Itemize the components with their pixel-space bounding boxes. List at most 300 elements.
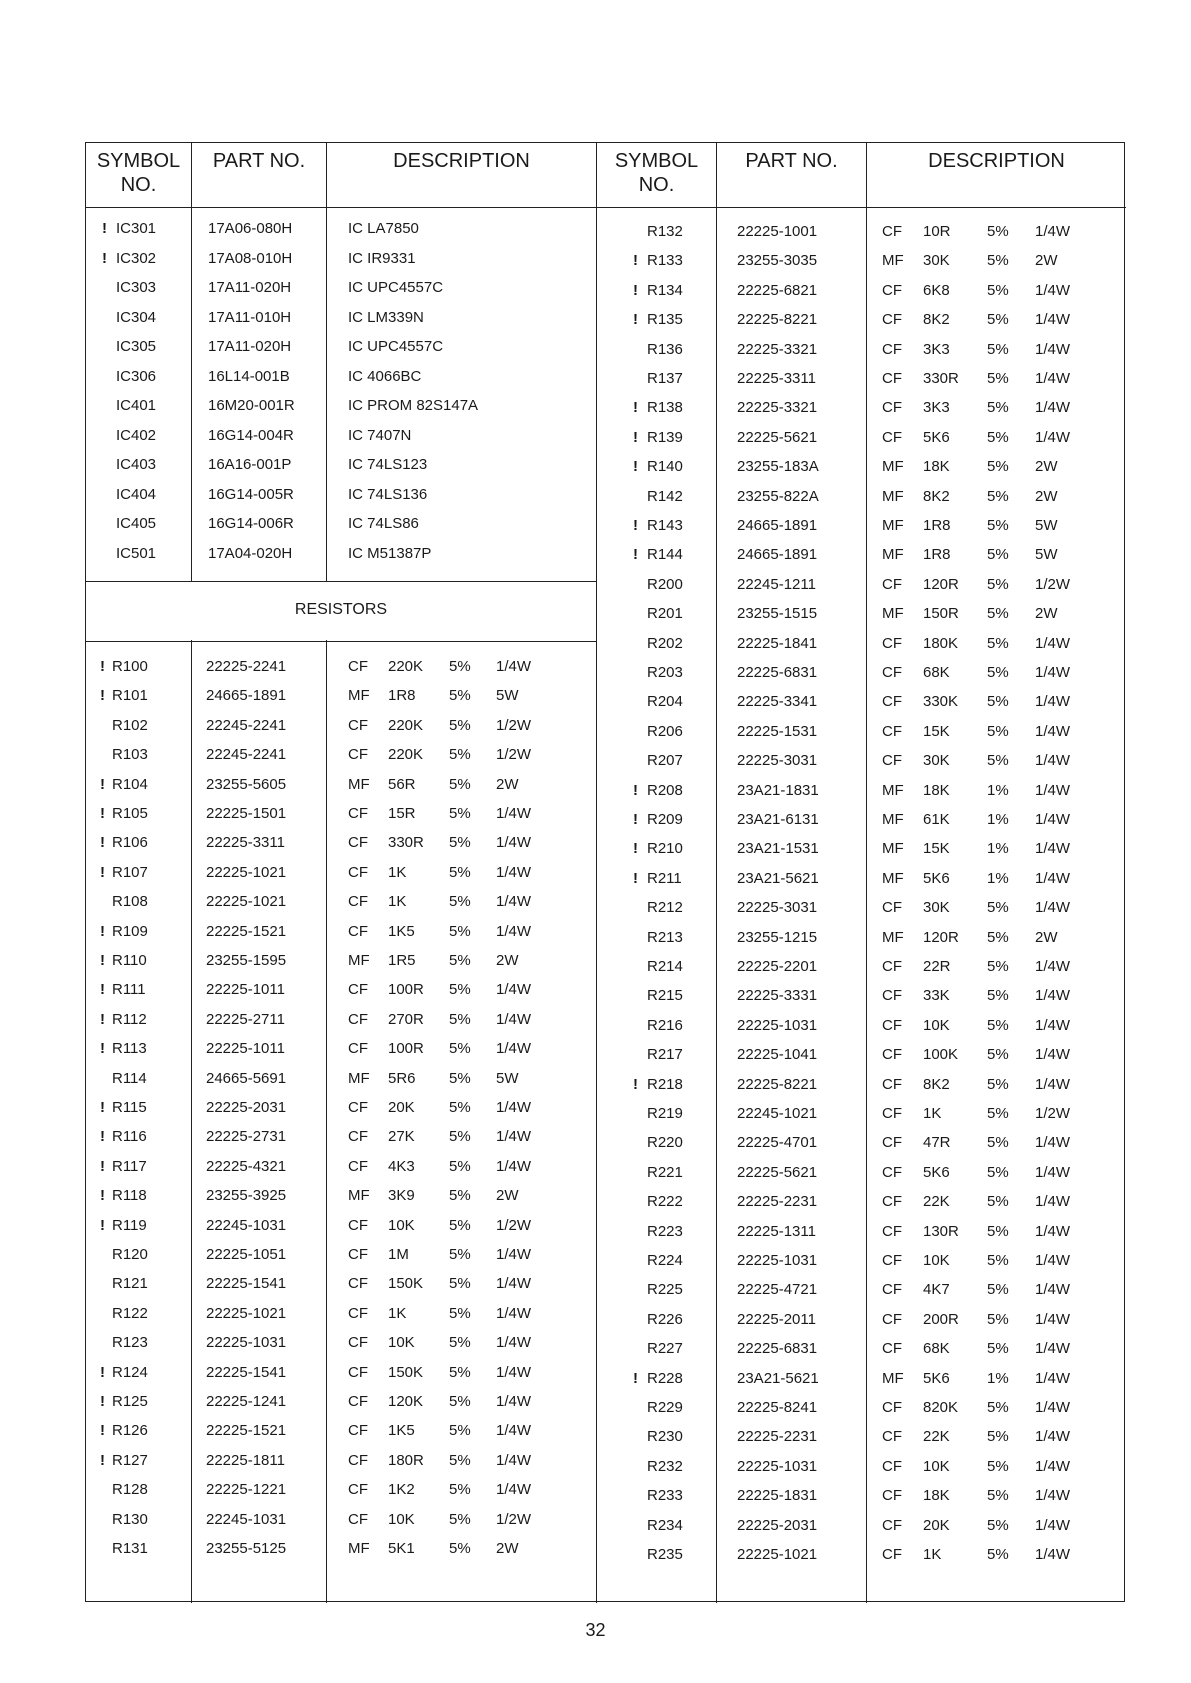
part-number-cell: 23255-822A [737, 487, 819, 505]
table-row [597, 483, 1126, 510]
wattage-cell: 1/4W [1035, 811, 1071, 828]
value-cell: 1M [388, 1246, 409, 1263]
section-label-resistors: RESISTORS [294, 601, 388, 618]
wattage-cell: 1/4W [496, 658, 532, 675]
type-cell: MF [348, 1069, 370, 1087]
part-number-cell: 22225-1031 [737, 1252, 818, 1269]
type-cell: MF [882, 487, 904, 505]
part-number-cell: 22225-1521 [206, 922, 287, 940]
tolerance-cell: 5% [987, 1075, 1009, 1093]
symbol-cell: R123 [112, 1334, 148, 1352]
tolerance-cell: 5% [987, 605, 1009, 623]
section-rule [86, 641, 596, 642]
tolerance-cell: 5% [987, 752, 1009, 770]
table-row [597, 718, 1126, 745]
part-number-cell: 22225-2231 [737, 1428, 818, 1446]
part-number-cell: 16L14-001B [208, 367, 290, 385]
type-cell: CF [882, 752, 902, 770]
type-cell: MF [348, 1540, 370, 1557]
tolerance-cell: 5% [987, 1105, 1009, 1122]
type-cell: CF [348, 1157, 368, 1175]
safety-mark: ! [100, 1363, 105, 1381]
table-row [597, 835, 1126, 862]
table-row [597, 1012, 1126, 1039]
tolerance-cell: 5% [449, 1157, 471, 1175]
symbol-cell: R208 [647, 781, 683, 799]
wattage-cell: 1/4W [1035, 1369, 1071, 1387]
symbol-cell: R143 [647, 517, 683, 534]
type-cell: CF [348, 1216, 368, 1234]
value-cell: 1K2 [388, 1481, 415, 1499]
value-cell: 68K [923, 664, 950, 681]
type-cell: CF [348, 1099, 368, 1116]
part-number-cell: 22225-1521 [206, 1422, 287, 1440]
part-number-cell: 22225-3311 [206, 834, 285, 852]
type-cell: CF [348, 1363, 368, 1381]
part-number-cell: 22225-1031 [206, 1334, 287, 1352]
part-number-cell: 22225-2031 [206, 1099, 287, 1116]
part-number-cell: 22225-2731 [206, 1128, 287, 1146]
value-cell: 5K6 [923, 1369, 950, 1387]
tolerance-cell: 5% [987, 1546, 1009, 1563]
table-row [86, 1153, 596, 1180]
value-cell: 1K5 [388, 922, 415, 940]
safety-mark: ! [100, 687, 105, 705]
header-symbol-text: SYMBOL [614, 150, 699, 172]
table-row [86, 304, 596, 331]
value-cell: 120R [923, 575, 959, 593]
table-row [86, 1329, 596, 1356]
symbol-cell: R114 [112, 1069, 147, 1087]
part-number-cell: 23255-3925 [206, 1187, 287, 1205]
safety-mark: ! [633, 869, 638, 887]
safety-mark: ! [633, 281, 638, 299]
wattage-cell: 2W [496, 952, 519, 969]
type-cell: CF [882, 399, 902, 417]
type-cell: CF [882, 223, 902, 240]
table-row [597, 394, 1126, 421]
value-cell: 4K3 [388, 1157, 415, 1175]
symbol-cell: IC403 [116, 456, 157, 473]
wattage-cell: 1/4W [1035, 634, 1071, 652]
table-row [86, 947, 596, 974]
type-cell: CF [348, 1128, 368, 1146]
value-cell: 15R [388, 805, 416, 822]
safety-mark: ! [633, 311, 638, 329]
wattage-cell: 1/2W [496, 1216, 532, 1234]
symbol-cell: R109 [112, 922, 148, 940]
description-cell: IC PROM 82S147A [348, 397, 479, 414]
wattage-cell: 1/4W [1035, 370, 1071, 387]
part-number-cell: 22225-1051 [206, 1246, 287, 1263]
symbol-cell: R235 [647, 1546, 683, 1563]
table-row [86, 510, 596, 537]
value-cell: 130R [923, 1222, 959, 1240]
symbol-cell: R106 [112, 834, 148, 852]
safety-mark: ! [100, 1157, 105, 1175]
part-number-cell: 22225-1811 [206, 1451, 285, 1469]
safety-mark: ! [100, 1187, 105, 1205]
tolerance-cell: 5% [987, 546, 1009, 564]
wattage-cell: 1/4W [496, 1422, 532, 1440]
tolerance-cell: 5% [987, 517, 1009, 534]
type-cell: CF [882, 1340, 902, 1358]
tolerance-cell: 5% [987, 722, 1009, 740]
tolerance-cell: 5% [449, 775, 471, 793]
part-number-cell: 22225-3341 [737, 693, 818, 711]
symbol-cell: R137 [647, 370, 683, 387]
value-cell: 1K5 [388, 1422, 415, 1440]
value-cell: 220K [388, 658, 424, 675]
tolerance-cell: 5% [449, 1334, 471, 1352]
symbol-cell: R207 [647, 752, 683, 770]
table-row [597, 1071, 1126, 1098]
part-number-cell: 22225-3331 [737, 987, 818, 1005]
type-cell: CF [882, 1193, 902, 1211]
part-number-cell: 22225-1041 [737, 1046, 818, 1064]
part-number-cell: 22225-1021 [206, 863, 287, 881]
value-cell: 10K [923, 1016, 950, 1034]
tolerance-cell: 5% [987, 1487, 1009, 1505]
table-row [86, 1212, 596, 1239]
symbol-cell: R125 [112, 1393, 148, 1410]
symbol-cell: R133 [647, 252, 683, 270]
symbol-cell: R136 [647, 340, 683, 358]
symbol-cell: R224 [647, 1252, 683, 1269]
symbol-cell: R132 [647, 223, 683, 240]
type-cell: CF [882, 1046, 902, 1064]
wattage-cell: 2W [496, 1540, 519, 1557]
wattage-cell: 1/2W [1035, 1105, 1071, 1122]
symbol-cell: R126 [112, 1422, 148, 1440]
type-cell: CF [348, 1040, 368, 1058]
tolerance-cell: 5% [987, 634, 1009, 652]
symbol-cell: R220 [647, 1134, 683, 1152]
table-row [597, 659, 1126, 686]
symbol-cell: R116 [112, 1128, 147, 1146]
symbol-cell: R228 [647, 1369, 683, 1387]
tolerance-cell: 5% [987, 370, 1009, 387]
type-cell: CF [348, 863, 368, 881]
symbol-cell: R216 [647, 1016, 683, 1034]
safety-mark: ! [100, 834, 105, 852]
tolerance-cell: 5% [987, 1399, 1009, 1416]
type-cell: CF [348, 1304, 368, 1322]
part-number-cell: 16A16-001P [208, 456, 292, 473]
wattage-cell: 5W [1035, 546, 1058, 564]
value-cell: 100K [923, 1046, 959, 1064]
part-number-cell: 22225-1001 [737, 223, 818, 240]
part-number-cell: 22225-3311 [737, 370, 816, 387]
type-cell: MF [882, 840, 904, 858]
wattage-cell: 1/2W [496, 1510, 532, 1528]
symbol-cell: IC404 [116, 485, 157, 503]
value-cell: 1K [388, 893, 407, 911]
table-row [86, 1094, 596, 1121]
table-row [597, 894, 1126, 921]
type-cell: CF [348, 746, 368, 764]
part-number-cell: 24665-5691 [206, 1069, 287, 1087]
value-cell: 22K [923, 1193, 950, 1211]
symbol-cell: R201 [647, 605, 683, 623]
wattage-cell: 1/4W [496, 1451, 532, 1469]
tolerance-cell: 1% [987, 1369, 1009, 1387]
type-cell: MF [882, 781, 904, 799]
parts-list-table [85, 142, 1125, 1602]
tolerance-cell: 5% [449, 1187, 471, 1205]
value-cell: 33K [923, 987, 950, 1005]
part-number-cell: 22225-3031 [737, 899, 818, 917]
type-cell: CF [882, 1399, 902, 1416]
value-cell: 1K [923, 1105, 942, 1122]
type-cell: MF [882, 605, 904, 623]
symbol-cell: R135 [647, 311, 683, 329]
value-cell: 18K [923, 781, 950, 799]
tolerance-cell: 5% [449, 1128, 471, 1146]
wattage-cell: 2W [1035, 252, 1058, 270]
type-cell: MF [882, 517, 904, 534]
safety-mark: ! [633, 1369, 638, 1387]
table-row [86, 481, 596, 508]
wattage-cell: 1/4W [496, 893, 532, 911]
type-cell: CF [882, 575, 902, 593]
part-number-cell: 22225-4321 [206, 1157, 287, 1175]
table-row [86, 392, 596, 419]
wattage-cell: 1/4W [1035, 1046, 1071, 1064]
type-cell: MF [882, 252, 904, 270]
tolerance-cell: 5% [987, 487, 1009, 505]
part-number-cell: 22225-1501 [206, 805, 287, 822]
wattage-cell: 1/4W [1035, 1487, 1071, 1505]
symbol-cell: R230 [647, 1428, 683, 1446]
symbol-cell: R226 [647, 1310, 683, 1328]
part-number-cell: 17A11-010H [208, 308, 292, 326]
symbol-cell: R128 [112, 1481, 148, 1499]
symbol-cell: R102 [112, 716, 148, 734]
wattage-cell: 1/4W [1035, 1281, 1071, 1299]
part-number-cell: 24665-1891 [737, 517, 818, 534]
value-cell: 150R [923, 605, 959, 623]
tolerance-cell: 5% [987, 340, 1009, 358]
type-cell: CF [348, 1275, 368, 1293]
tolerance-cell: 5% [987, 1516, 1009, 1534]
part-number-cell: 17A11-020H [208, 279, 292, 296]
symbol-cell: R108 [112, 893, 148, 911]
symbol-cell: R211 [647, 869, 682, 887]
safety-mark: ! [100, 1099, 105, 1116]
tolerance-cell: 5% [449, 1010, 471, 1028]
table-row [597, 747, 1126, 774]
wattage-cell: 1/4W [1035, 1516, 1071, 1534]
value-cell: 68K [923, 1340, 950, 1358]
symbol-cell: R222 [647, 1193, 683, 1211]
safety-mark: ! [100, 1451, 105, 1469]
wattage-cell: 1/4W [1035, 1428, 1071, 1446]
symbol-cell: R232 [647, 1457, 683, 1475]
tolerance-cell: 5% [987, 664, 1009, 681]
symbol-cell: R218 [647, 1075, 683, 1093]
part-number-cell: 22225-2711 [206, 1010, 285, 1028]
symbol-cell: IC301 [116, 220, 157, 237]
value-cell: 5K6 [923, 1163, 950, 1181]
description-cell: IC M51387P [348, 544, 432, 562]
description-cell: IC 74LS86 [348, 515, 419, 532]
part-number-cell: 22245-2241 [206, 716, 287, 734]
tolerance-cell: 5% [449, 1069, 471, 1087]
value-cell: 330K [923, 693, 959, 711]
symbol-cell: R138 [647, 399, 683, 417]
wattage-cell: 1/4W [1035, 223, 1071, 240]
symbol-cell: R203 [647, 664, 683, 681]
type-cell: CF [348, 1010, 368, 1028]
wattage-cell: 1/4W [496, 1275, 532, 1293]
header-part-left: PART NO. [212, 150, 306, 172]
table-row [86, 859, 596, 886]
value-cell: 180R [388, 1451, 424, 1469]
tolerance-cell: 5% [987, 311, 1009, 329]
value-cell: 330R [923, 370, 959, 387]
table-row [597, 365, 1126, 392]
safety-mark: ! [100, 1040, 105, 1058]
symbol-cell: R210 [647, 840, 683, 858]
wattage-cell: 1/4W [496, 1246, 532, 1263]
table-row [86, 245, 596, 272]
value-cell: 220K [388, 716, 424, 734]
type-cell: CF [348, 1451, 368, 1469]
table-row [597, 1159, 1126, 1186]
type-cell: CF [882, 1105, 902, 1122]
wattage-cell: 5W [496, 1069, 519, 1087]
tolerance-cell: 5% [987, 428, 1009, 446]
tolerance-cell: 5% [987, 1193, 1009, 1211]
value-cell: 27K [388, 1128, 415, 1146]
part-number-cell: 23A21-6131 [737, 811, 819, 828]
tolerance-cell: 5% [449, 1393, 471, 1410]
part-number-cell: 22225-1021 [206, 893, 287, 911]
symbol-cell: R121 [112, 1275, 148, 1293]
part-number-cell: 22225-2031 [737, 1516, 818, 1534]
symbol-cell: R142 [647, 487, 683, 505]
symbol-cell: R215 [647, 987, 683, 1005]
safety-mark: ! [100, 658, 105, 675]
table-row [86, 1506, 596, 1533]
wattage-cell: 1/4W [1035, 281, 1071, 299]
type-cell: CF [882, 1457, 902, 1475]
part-number-cell: 22225-1221 [206, 1481, 287, 1499]
safety-mark: ! [633, 399, 638, 417]
wattage-cell: 1/4W [496, 1363, 532, 1381]
tolerance-cell: 5% [449, 834, 471, 852]
tolerance-cell: 5% [449, 981, 471, 999]
part-number-cell: 22225-2011 [737, 1310, 816, 1328]
type-cell: MF [882, 869, 904, 887]
header-no-text: NO. [638, 174, 675, 196]
table-row [597, 1512, 1126, 1539]
wattage-cell: 1/4W [1035, 899, 1071, 917]
symbol-cell: R144 [647, 546, 683, 564]
tolerance-cell: 5% [987, 1016, 1009, 1034]
table-row [86, 274, 596, 301]
type-cell: MF [348, 1187, 370, 1205]
symbol-cell: R130 [112, 1510, 148, 1528]
part-number-cell: 22225-2231 [737, 1193, 818, 1211]
description-cell: IC LM339N [348, 308, 424, 326]
symbol-cell: R213 [647, 928, 683, 946]
header-symbol-left [86, 149, 191, 197]
value-cell: 10K [388, 1510, 415, 1528]
tolerance-cell: 5% [449, 716, 471, 734]
value-cell: 1K [388, 1304, 407, 1322]
part-number-cell: 22225-1841 [737, 634, 818, 652]
table-row [597, 1100, 1126, 1127]
table-row [597, 512, 1126, 539]
symbol-cell: R234 [647, 1516, 683, 1534]
safety-mark: ! [100, 981, 105, 999]
table-row [86, 1417, 596, 1444]
wattage-cell: 1/4W [1035, 1075, 1071, 1093]
part-number-cell: 22225-6831 [737, 664, 818, 681]
tolerance-cell: 5% [987, 1252, 1009, 1269]
symbol-cell: IC302 [116, 249, 157, 267]
safety-mark: ! [102, 249, 107, 267]
tolerance-cell: 5% [449, 746, 471, 764]
part-number-cell: 23A21-5621 [737, 1369, 819, 1387]
part-number-cell: 22245-1211 [737, 575, 816, 593]
symbol-cell: R209 [647, 811, 683, 828]
description-cell: IC 74LS136 [348, 485, 428, 503]
type-cell: CF [348, 981, 368, 999]
safety-mark: ! [633, 781, 638, 799]
symbol-cell: R101 [112, 687, 148, 705]
tolerance-cell: 5% [987, 1310, 1009, 1328]
value-cell: 1R8 [923, 546, 951, 564]
safety-mark: ! [100, 805, 105, 822]
table-row [86, 741, 596, 768]
value-cell: 10R [923, 223, 951, 240]
safety-mark: ! [100, 1216, 105, 1234]
value-cell: 61K [923, 811, 950, 828]
value-cell: 220K [388, 746, 424, 764]
tolerance-cell: 5% [449, 1275, 471, 1293]
safety-mark: ! [633, 517, 638, 534]
symbol-cell: R202 [647, 634, 683, 652]
table-row [86, 1270, 596, 1297]
part-number-cell: 22245-2241 [206, 746, 287, 764]
value-cell: 5K6 [923, 869, 950, 887]
value-cell: 1R8 [388, 687, 416, 705]
safety-mark: ! [100, 775, 105, 793]
wattage-cell: 1/4W [1035, 1016, 1071, 1034]
description-cell: IC 4066BC [348, 367, 422, 385]
symbol-cell: R212 [647, 899, 683, 917]
tolerance-cell: 5% [449, 1481, 471, 1499]
part-number-cell: 22225-8221 [737, 1075, 818, 1093]
type-cell: CF [348, 1422, 368, 1440]
table-row [597, 1306, 1126, 1333]
tolerance-cell: 5% [987, 987, 1009, 1005]
part-number-cell: 23A21-5621 [737, 869, 819, 887]
part-number-cell: 22225-8241 [737, 1399, 818, 1416]
safety-mark: ! [100, 1422, 105, 1440]
tolerance-cell: 1% [987, 781, 1009, 799]
part-number-cell: 22245-1031 [206, 1216, 287, 1234]
symbol-cell: R103 [112, 746, 148, 764]
symbol-cell: R223 [647, 1222, 683, 1240]
safety-mark: ! [633, 1075, 638, 1093]
type-cell: CF [882, 428, 902, 446]
tolerance-cell: 5% [987, 1457, 1009, 1475]
wattage-cell: 1/4W [1035, 664, 1071, 681]
